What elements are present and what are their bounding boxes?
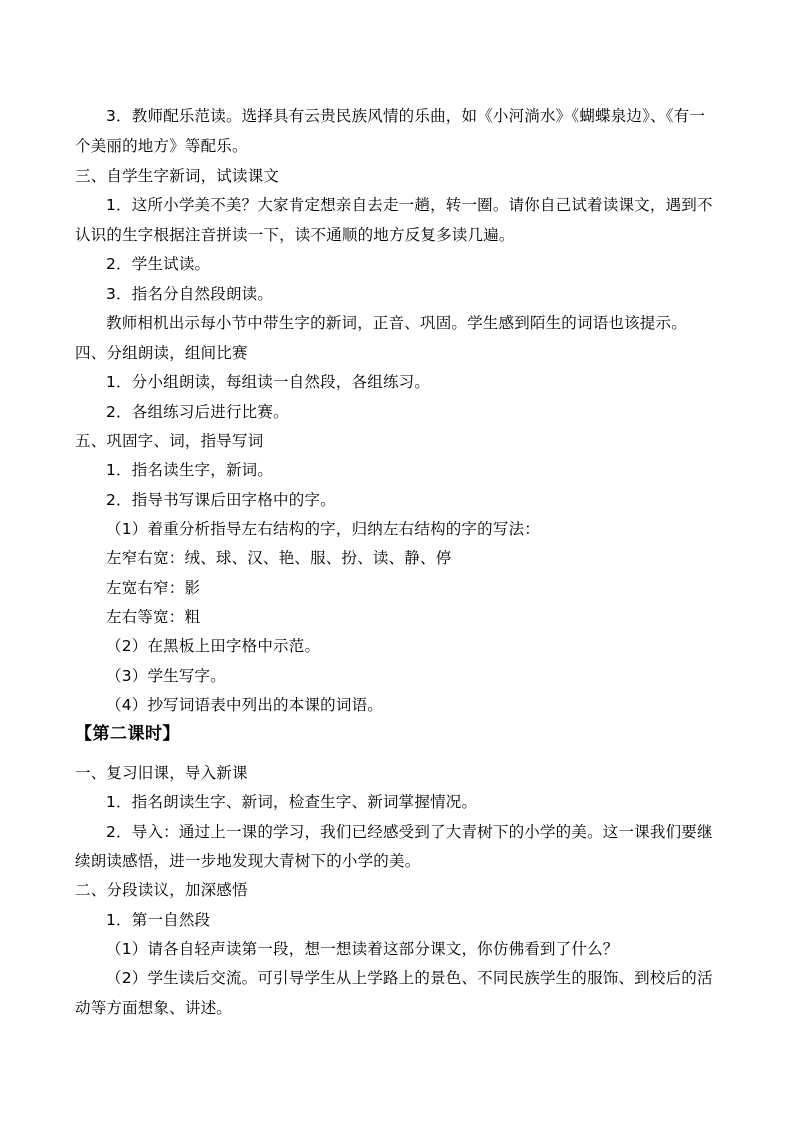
text-line: 2．导入：通过上一课的学习，我们已经感受到了大青树下的小学的美。这一课我们要继 [106, 823, 713, 841]
text-line: 3．教师配乐范读。选择具有云贵民族风情的乐曲，如《小河淌水》《蝴蝶泉边》、《有一 [106, 107, 706, 125]
text-line: （1）请各自轻声读第一段，想一想读着这部分课文，你仿佛看到了什么？ [106, 940, 619, 958]
text-line: 1．指名朗读生字、新词，检查生字、新词掌握情况。 [106, 793, 478, 811]
lesson-heading: 【第二课时】 [75, 724, 180, 744]
text-line: （4）抄写词语表中列出的本课的词语。 [106, 696, 383, 714]
text-line: 教师相机出示每小节中带生字的新词，正音、巩固。学生感到陌生的词语也该提示。 [106, 314, 687, 332]
text-line: 认识的生字根据注音拼读一下，读不通顺的地方反复多读几遍。 [75, 226, 515, 244]
text-line: （2）在黑板上田字格中示范。 [106, 637, 321, 655]
text-line: 1．指名读生字，新词。 [106, 461, 274, 479]
text-line: 续朗读感悟，进一步地发现大青树下的小学的美。 [75, 852, 421, 870]
section-heading: 三、自学生字新词，试读课文 [75, 167, 280, 185]
text-line: 2．学生试读。 [106, 255, 211, 273]
text-line: 2．各组练习后进行比赛。 [106, 403, 289, 421]
text-line: 1．分小组朗读，每组读一自然段，各组练习。 [106, 373, 431, 391]
text-line: 1．这所小学美不美？大家肯定想亲自去走一趟，转一圈。请你自己试着读课文，遇到不 [106, 196, 713, 214]
section-heading: 一、复习旧课，导入新课 [75, 764, 248, 782]
text-line: 左右等宽：粗 [106, 608, 201, 626]
text-line: （2）学生读后交流。可引导学生从上学路上的景色、不同民族学生的服饰、到校后的活 [106, 969, 713, 987]
text-line: 左宽右窄：影 [106, 579, 201, 597]
text-line: 个美丽的地方》等配乐。 [75, 137, 248, 155]
text-line: （3）学生写字。 [106, 667, 226, 685]
text-line: 左窄右宽：绒、球、汉、艳、服、扮、读、静、停 [106, 549, 452, 567]
text-line: 动等方面想象、讲述。 [75, 999, 233, 1017]
text-line: 2．指导书写课后田字格中的字。 [106, 491, 336, 509]
section-heading: 五、巩固字、词，指导写词 [75, 432, 264, 450]
text-line: 1．第一自然段 [106, 911, 211, 929]
text-line: （1）着重分析指导左右结构的字，归纳左右结构的字的写法： [106, 520, 540, 538]
text-line: 3．指名分自然段朗读。 [106, 285, 274, 303]
section-heading: 二、分段读议，加深感悟 [75, 881, 248, 899]
section-heading: 四、分组朗读，组间比赛 [75, 344, 248, 362]
